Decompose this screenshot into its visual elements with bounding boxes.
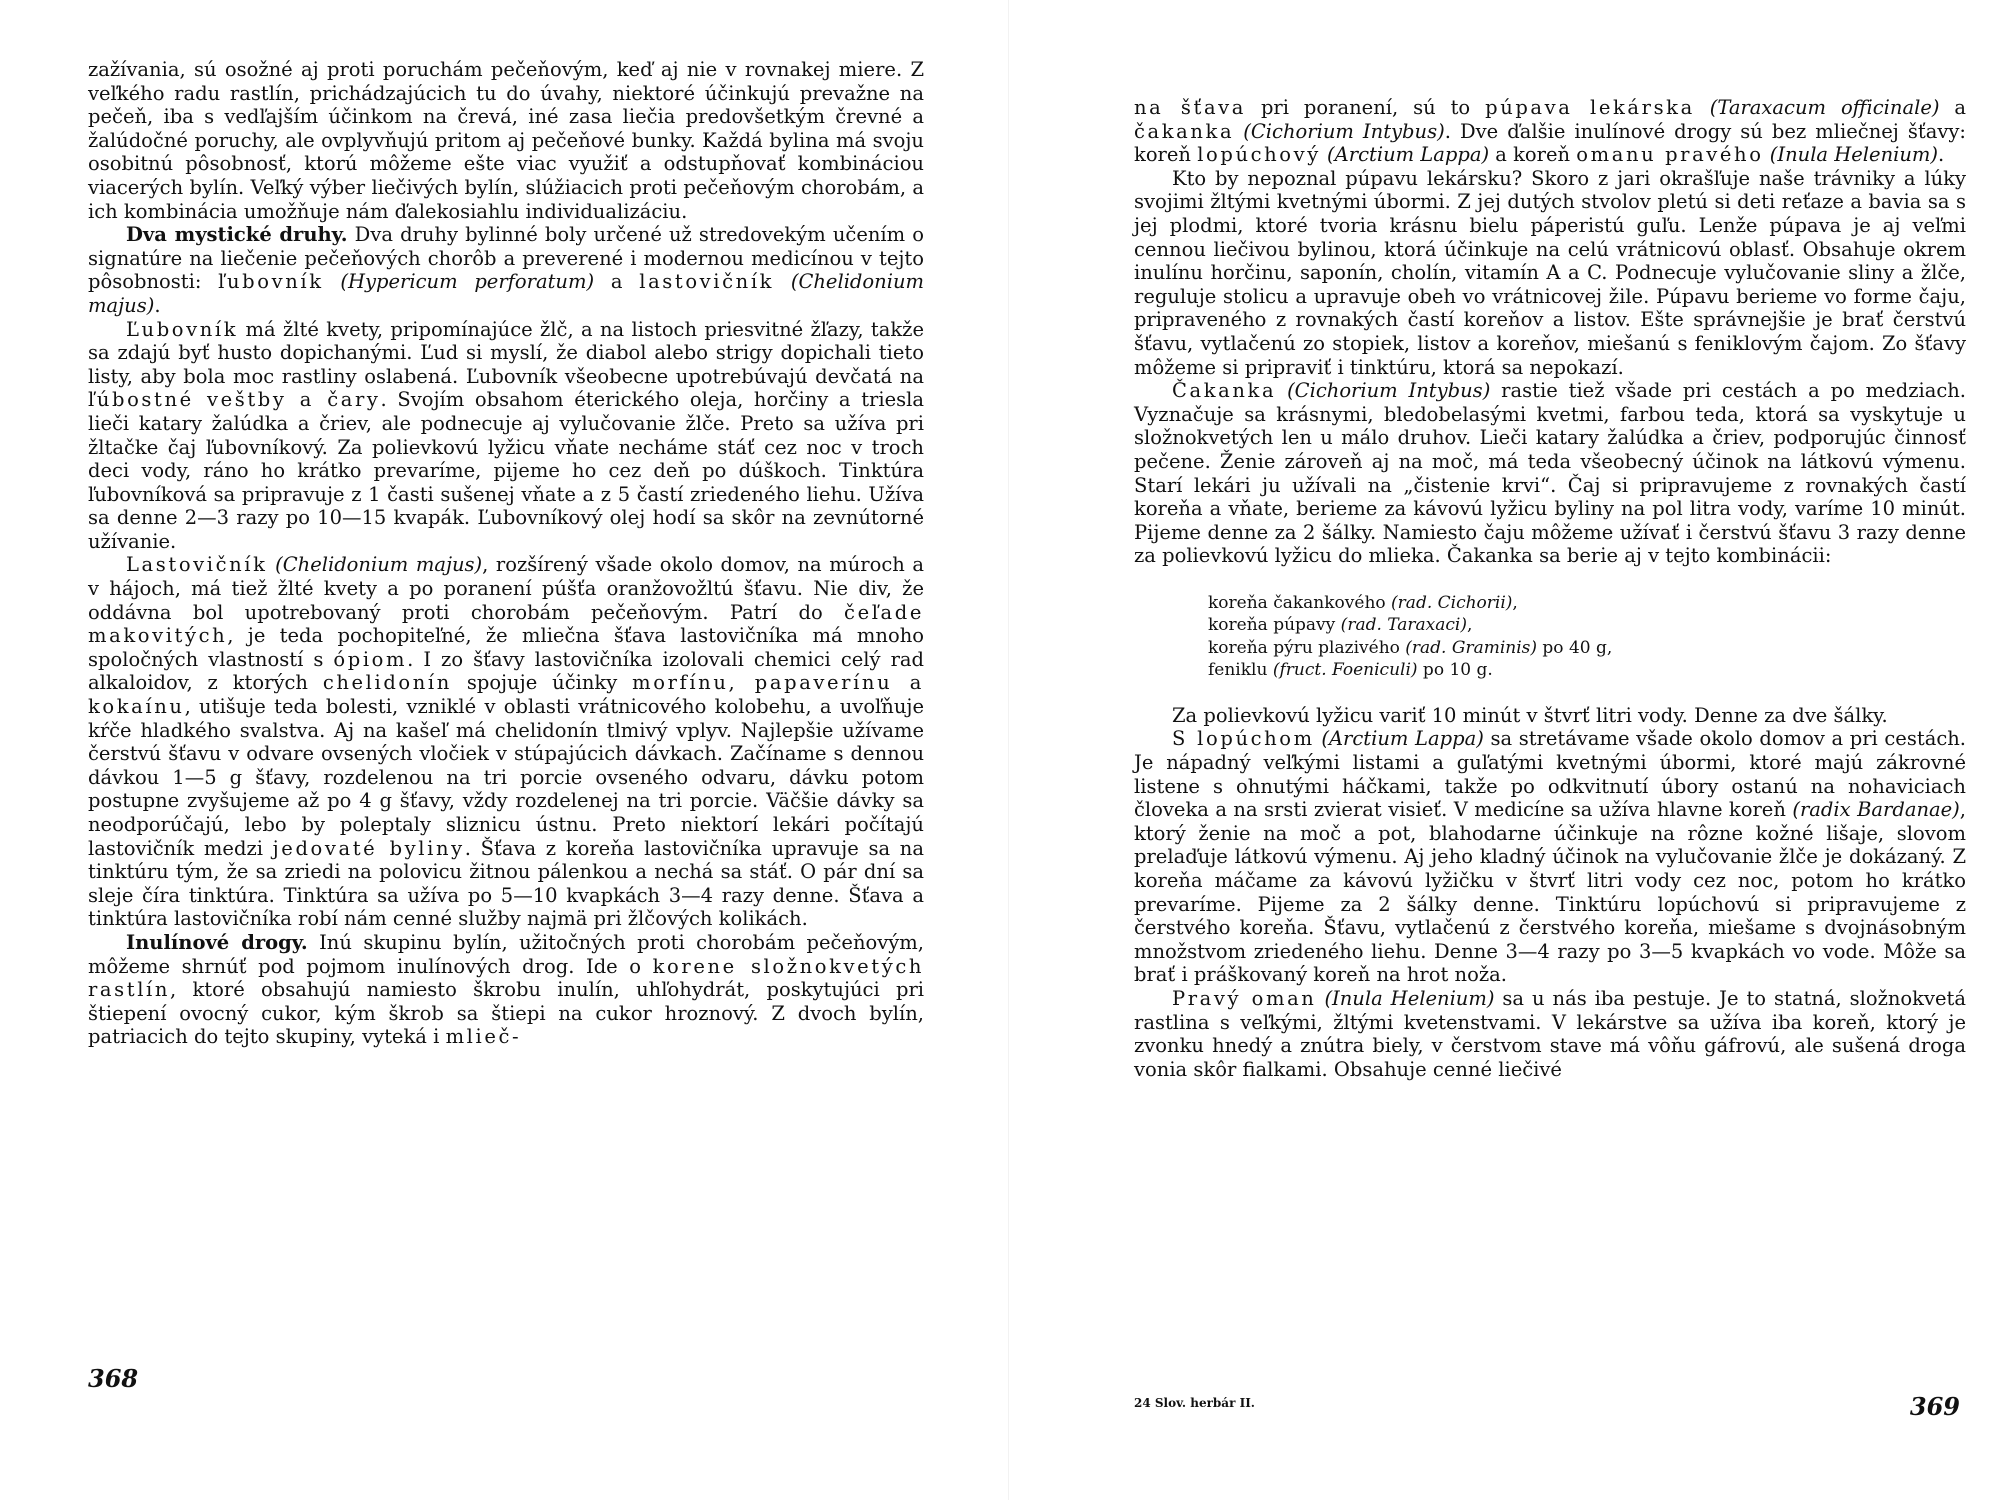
recipe-item: koreňa pýru plazivého (rad. Graminis) po 40 g, <box>1208 637 1613 658</box>
latin-name: (fruct. Foeniculi) <box>1267 660 1418 681</box>
latin-name: (rad. Graminis) <box>1399 637 1538 658</box>
spaced-term: ópiom <box>333 647 408 671</box>
latin-name: (Cichorium Intybus) <box>1234 119 1445 143</box>
spaced-term: S lopúchom <box>1172 727 1315 751</box>
spaced-term: ľúbostné veštby a čary <box>88 388 381 412</box>
latin-name: (rad. Cichorii) <box>1385 592 1513 613</box>
latin-name: (Cichorium Intybus) <box>1276 379 1491 403</box>
recipe-list <box>1208 592 1966 682</box>
spaced-term: jedovaté byliny <box>272 836 465 860</box>
paragraph-pupava: Kto by nepoznal púpavu lekársku? Skoro z jari okrašľuje naše trávniky a lúky svojimi žltými kvetnými úbormi. Z jej dutých stvolov pletú si deti reťaze a bavia sa s jej plodmi, ktoré tvoria krásnu bielu páperistú guľu. Lenže púpava je aj veľmi cennou liečivou bylinou, ktorá účinkuje na celú vrátnicovú oblasť. Obsahuje okrem inulínu horčinu, saponín, cholín, vitamín A a C. Podnecuje vylučovanie sliny a žlče, reguluje stolicu a upravuje obeh vo vrátnicovej žile. Púpavu berieme vo forme čaju, pripraveného z rovnakých častí koreňov a listov. Ešte správnejšie je brať čerstvú šťavu, vytlačenú zo stopiek, listov a koreňov, miešanú s feniklovým čajom. Zo šťavy môžeme si pripraviť i tinktúru, ktorá sa nepokazí. <box>1134 166 1966 379</box>
latin-name: (radix Bardanae) <box>1785 798 1960 822</box>
right-text-column <box>1134 96 1966 1081</box>
spaced-term: lastovičník <box>639 270 775 294</box>
latin-name: (Arctium Lappa) <box>1320 143 1490 167</box>
spaced-term: mlieč- <box>445 1025 522 1049</box>
spaced-term: Čakanka <box>1172 379 1277 403</box>
paragraph-continuation: na šťava pri poranení, sú to púpava lekárska (Taraxacum officinale) a čakanka (Cichorium Intybus). Dve ďalšie inulínové drogy sú bez mliečnej šťavy: koreň lopúchový (Arctium Lappa) a koreň omanu pravého (Inula Helenium). <box>1134 96 1967 167</box>
latin-name: (rad. Taraxaci) <box>1335 615 1467 636</box>
spaced-term: čeľade makovitých <box>88 600 924 648</box>
recipe-item: koreňa čakankového (rad. Cichorii), <box>1208 592 1518 613</box>
paragraph-dosage: Za polievkovú lyžicu variť 10 minút v štvrť litri vody. Denne za dve šálky. <box>1172 703 1888 727</box>
paragraph-dva-mysticke-druhy: Dva mystické druhy. Dva druhy bylinné boly určené už stredovekým učením o signatúre na liečenie pečeňových chorôb a preverené i modernou medicínou v tejto pôsobnosti: ľubovník (Hypericum perforatum) a lastovičník (Chelidonium majus). <box>88 223 925 317</box>
paragraph-inulinove-drogy: Inulínové drogy. Inú skupinu bylín, užitočných proti chorobám pečeňovým, môžeme shrnúť pod pojmom inulínových drog. Ide o korene složnokvetých rastlín, ktoré obsahujú namiesto škrobu inulín, uhľohydrát, poskytujúci pri štiepení ovocný cukor, kým škrob sa štiepi na cukor hroznový. Z dvoch bylín, patriacich do tejto skupiny, vyteká i mlieč- <box>88 930 925 1049</box>
paragraph-oman: Pravý oman (Inula Helenium) sa u nás iba pestuje. Je to statná, složnokvetá rastlina s veľkými, žltými kvetenstvami. V lekárstve sa užíva iba koreň, ktorý je zvonku hnedý a znútra biely, v čerstvom stave má vôňu gáfrovú, ale sušená droga vonia skôr fialkami. Obsahuje cenné liečivé <box>1134 987 1967 1081</box>
spaced-term: morfínu, papaverínu a kokaínu <box>88 671 924 719</box>
section-heading: Inulínové drogy. <box>126 930 308 954</box>
right-page <box>1008 0 2016 1500</box>
signature-footnote: 24 Slov. herbár II. <box>1134 1396 1255 1410</box>
latin-name: (Taraxacum officinale) <box>1694 96 1940 119</box>
spaced-term: čakanka <box>1134 119 1235 143</box>
recipe-item: koreňa púpavy (rad. Taraxaci), <box>1208 615 1473 636</box>
latin-name: (Hypericum perforatum) <box>323 270 595 294</box>
section-heading: Dva mystické druhy. <box>126 223 348 247</box>
page-number-right: 369 <box>1909 1392 1960 1421</box>
spaced-term: Pravý oman <box>1172 987 1317 1010</box>
recipe-item: feniklu (fruct. Foeniculi) po 10 g. <box>1208 660 1493 681</box>
page-number-left: 368 <box>88 1364 139 1393</box>
spaced-term: Lastovičník <box>126 553 268 577</box>
latin-name: (Inula Helenium) <box>1763 143 1939 167</box>
spaced-term: lopúchový <box>1197 143 1321 167</box>
spaced-term: chelidonín <box>322 671 452 695</box>
spaced-term: Ľubovník <box>126 317 239 341</box>
spaced-term: na šťava <box>1134 96 1247 119</box>
latin-name: (Chelidonium majus) <box>88 270 925 317</box>
latin-name: (Arctium Lappa) <box>1314 727 1484 751</box>
paragraph-lubovnik: Ľubovník má žlté kvety, pripomínajúce žlč, a na listoch priesvitné žľazy, takže sa zdajú byť husto dopichanými. Ľud si myslí, že diabol alebo strigy dopichali tieto listy, aby bola moc rastliny oslabená. Ľubovník všeobecne upotrebúvajú devčatá na ľúbostné veštby a čary. Svojím obsahom éterického oleja, horčiny a triesla lieči katary žalúdka a čriev, ale podnecuje aj vylučovanie žlče. Preto sa užíva pri žltačke čaj ľubovníkový. Za polievkovú lyžicu vňate necháme stáť cez noc v troch deci vody, ráno ho krátko prevaríme, pijeme ho cez deň po dúškoch. Tinktúra ľubovníková sa pripravuje z 1 časti sušenej vňate a z 5 častí zriedeného liehu. Užíva sa denne 2—3 razy po 10—15 kvapák. Ľubovníkový olej hodí sa skôr na zevnútorné užívanie. <box>88 317 924 553</box>
latin-name: (Inula Helenium) <box>1316 987 1495 1010</box>
left-text-column <box>88 58 924 1049</box>
spaced-term: púpava lekárska <box>1485 96 1695 119</box>
paragraph-lopuch: S lopúchom (Arctium Lappa) sa stretávame všade okolo domov a pri cestách. Je nápadný veľkými listami a guľatými kvetnými úbormi, ktoré majú zákrovné listene s ohnutými háčkami, takže po odkvitnutí úbory ostanú na nohaviciach človeka a na srsti zvierat visieť. V medicíne sa užíva hlavne koreň (radix Bardanae), ktorý ženie na moč a pot, blahodarne účinkuje na rôzne kožné lišaje, slovom prelaďuje látkovú výmenu. Aj jeho kladný účinok na vylučovanie žlče je dokázaný. Z koreňa máčame za kávovú lyžičku v štvrť litri vody cez noc, potom ho krátko prevaríme. Pijeme za 2 šálky denne. Tinktúru lopúchovú si pripravujeme z čerstvého koreňa. Šťavu, vytlačenú z čerstvého koreňa, miešame s dvojnásobným množstvom zriedeného liehu. Denne 3—4 razy po 3—5 kvapkách vo vode. Môže sa brať i práškovaný koreň na hrot noža. <box>1134 727 1966 987</box>
spaced-term: omanu pravého <box>1576 143 1764 167</box>
latin-name: (Chelidonium majus) <box>267 553 483 577</box>
spaced-term: ľubovník <box>218 270 324 294</box>
paragraph-lastovicnik: Lastovičník (Chelidonium majus), rozšírený všade okolo domov, na múroch a v hájoch, má tiež žlté kvety a po poranení púšťa oranžovožltú šťavu. Nie div, že oddávna bol upotrebovaný proti chorobám pečeňovým. Patrí do čeľade makovitých, je teda pochopiteľné, že mliečna šťava lastovičníka má mnoho spoločných vlastností s ópiom. I zo šťavy lastovičníka izolovali chemici celý rad alkaloidov, z ktorých chelidonín spojuje účinky morfínu, papaverínu a kokaínu, utišuje teda bolesti, vzniklé v oblasti vrátnicového kolobehu, a uvoľňuje kŕče hladkého svalstva. Aj na kašeľ má chelidonín tlmivý vplyv. Najlepšie užívame čerstvú šťavu v odvare ovsených vločiek v stúpajúcich dávkach. Začíname s dennou dávkou 1—5 g šťavy, rozdelenou na tri porcie ovseného odvaru, dávku potom postupne zvyšujeme až po 4 g šťavy, vždy rozdelenej na tri porcie. Väčšie dávky sa neodporúčajú, lebo by poleptaly sliznicu ústnu. Preto niektorí lekári počítajú lastovičník medzi jedovaté byliny. Šťava z koreňa lastovičníka upravuje sa na tinktúru tým, že sa zriedi na polovicu žitnou pálenkou a nechá sa stáť. O pár dní sa sleje číra tinktúra. Tinktúra sa užíva po 5—10 kvapkách 3—4 razy denne. Šťava a tinktúra lastovičníka robí nám cenné služby najmä pri žlčových kolikách. <box>88 553 924 931</box>
spaced-term: korene složnokvetých rastlín <box>88 954 925 1002</box>
paragraph-cakanka: Čakanka (Cichorium Intybus) rastie tiež všade pri cestách a po medziach. Vyznačuje sa krásnymi, bledobelasými kvetmi, farbou teda, ktorá sa vyskytuje u složnokvetých len u málo druhov. Lieči katary žalúdka a čriev, podporujúc činnosť pečene. Ženie zároveň aj na moč, má teda všeobecný účinok na látkovú výmenu. Starí lekári ju užívali na „čistenie krvi“. Čaj si pripravujeme z rovnakých častí koreňa a vňate, berieme za kávovú lyžicu byliny na pol litra vody, varíme 10 minút. Pijeme denne za 2 šálky. Namiesto čaju môžeme užívať i čerstvú šťavu 3 razy denne za polievkovú lyžicu do mlieka. Čakanka sa berie aj v tejto kombinácii: <box>1134 379 1967 568</box>
paragraph-intro: zažívania, sú osožné aj proti poruchám pečeňovým, keď aj nie v rovnakej miere. Z veľkého radu rastlín, prichádzajúcich tu do úvahy, niektoré účinkujú prevažne na pečeň, iba s vedľajším účinkom na črevá, iné zasa liečia predovšetkým črevné a žalúdočné poruchy, ale ovplyvňujú pritom aj pečeňové bunky. Každá bylina má svoju osobitnú pôsobnosť, ktorú môžeme ešte viac využiť a odstupňovať kombináciou viacerých bylín. Veľký výber liečivých bylín, slúžiacich proti pečeňovým chorobám, a ich kombinácia umožňuje nám ďalekosiahlu individualizáciu. <box>88 58 924 223</box>
